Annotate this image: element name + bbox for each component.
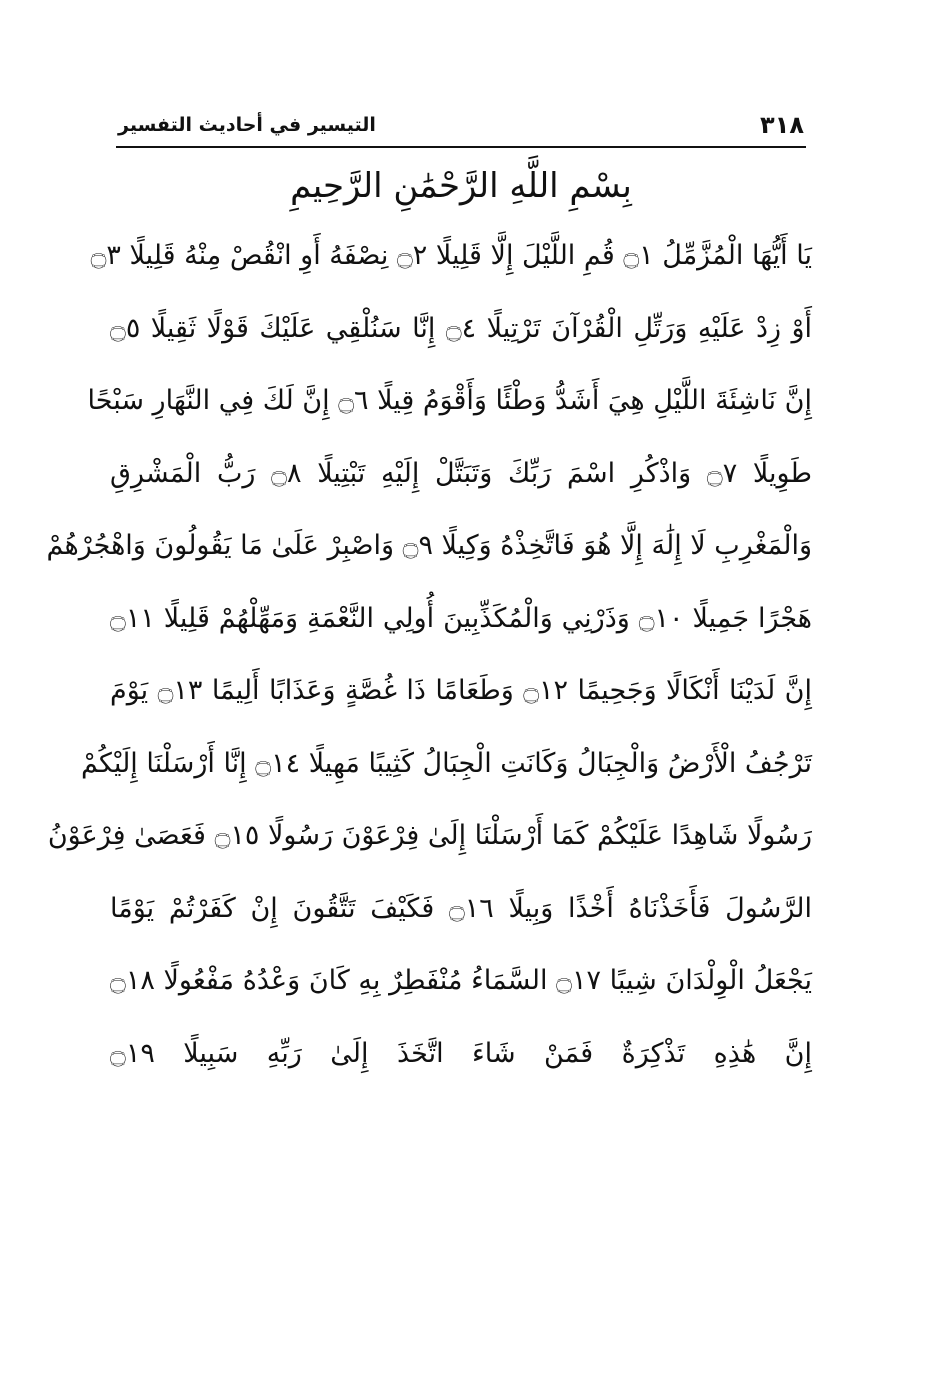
verse-line: إِنَّ نَاشِئَةَ اللَّيْلِ هِيَ أَشَدُّ وَطْئًا وَأَقْوَمُ قِيلًا ۝٦ إِنَّ لَكَ فِي النَّهَارِ سَبْحًا xyxy=(87,385,812,416)
verse-line: هَجْرًا جَمِيلًا ۝١٠ وَذَرْنِي وَالْمُكَذِّبِينَ أُولِي النَّعْمَةِ وَمَهِّلْهُمْ قَلِيلًا ۝١١ xyxy=(110,602,813,634)
verse-block xyxy=(46,220,813,1090)
verse-line: وَالْمَغْرِبِ لَا إِلَٰهَ إِلَّا هُوَ فَاتَّخِذْهُ وَكِيلًا ۝٩ وَاصْبِرْ عَلَىٰ مَا يَقُولُونَ وَاهْجُرْهُمْ xyxy=(46,530,812,561)
verse-line: إِنَّ هَٰذِهِ تَذْكِرَةٌ فَمَنْ شَاءَ اتَّخَذَ إِلَىٰ رَبِّهِ سَبِيلًا ۝١٩ xyxy=(110,1037,812,1069)
verse-line: الرَّسُولَ فَأَخَذْنَاهُ أَخْذًا وَبِيلًا ۝١٦ فَكَيْفَ تَتَّقُونَ إِنْ كَفَرْتُمْ يَوْمًا xyxy=(110,892,812,924)
verse-line: أَوْ زِدْ عَلَيْهِ وَرَتِّلِ الْقُرْآنَ تَرْتِيلًا ۝٤ إِنَّا سَنُلْقِي عَلَيْكَ قَوْلًا ثَقِيلًا ۝٥ xyxy=(110,312,813,344)
running-title: التيسير في أحاديث التفسير xyxy=(118,114,376,136)
verse-line: طَوِيلًا ۝٧ وَاذْكُرِ اسْمَ رَبِّكَ وَتَبَتَّلْ إِلَيْهِ تَبْتِيلًا ۝٨ رَبُّ الْمَشْرِقِ xyxy=(110,457,812,489)
basmala: بِسْمِ اللَّهِ الرَّحْمَٰنِ الرَّحِيمِ xyxy=(290,166,632,206)
header-divider xyxy=(116,146,806,148)
verse-line: يَجْعَلُ الْوِلْدَانَ شِيبًا ۝١٧ السَّمَاءُ مُنْفَطِرٌ بِهِ كَانَ وَعْدُهُ مَفْعُولًا ۝١٨ xyxy=(110,965,812,996)
page-header xyxy=(118,108,804,142)
verse-line: إِنَّ لَدَيْنَا أَنْكَالًا وَجَحِيمًا ۝١٢ وَطَعَامًا ذَا غُصَّةٍ وَعَذَابًا أَلِيمًا ۝١٣ يَوْمَ xyxy=(110,675,813,706)
page-number: ٣١٨ xyxy=(760,111,804,139)
verse-line: تَرْجُفُ الْأَرْضُ وَالْجِبَالُ وَكَانَتِ الْجِبَالُ كَثِيبًا مَهِيلًا ۝١٤ إِنَّا أَرْسَلْنَا إِلَيْكُمْ xyxy=(81,747,812,779)
verse-line: رَسُولًا شَاهِدًا عَلَيْكُمْ كَمَا أَرْسَلْنَا إِلَىٰ فِرْعَوْنَ رَسُولًا ۝١٥ فَعَصَىٰ فِرْعَوْنُ xyxy=(47,820,812,851)
verse-line: يَا أَيُّهَا الْمُزَّمِّلُ ۝١ قُمِ اللَّيْلَ إِلَّا قَلِيلًا ۝٢ نِصْفَهُ أَوِ انْقُصْ مِنْهُ قَلِيلًا ۝٣ xyxy=(90,240,812,271)
